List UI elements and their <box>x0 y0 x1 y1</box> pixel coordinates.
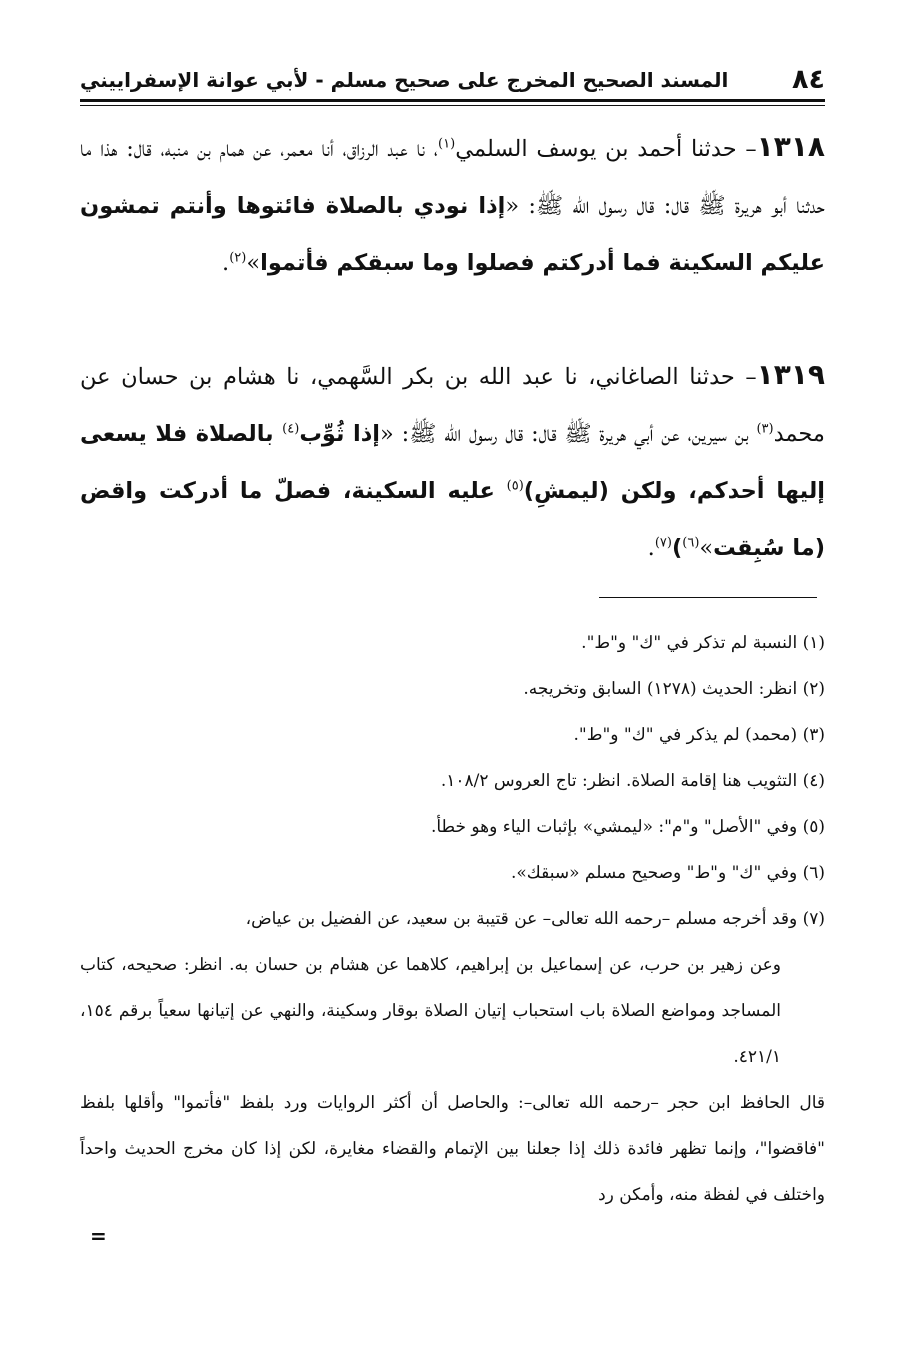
footnote-ref: (٥) <box>506 478 524 494</box>
footnote-ref: (٢) <box>229 250 247 266</box>
hadith-paragraph <box>80 346 825 577</box>
hadith-matn: إذا نودي بالصلاة فائتوها وأنتم تمشون عليكم السكينة فما أدركتم فصلوا وما سبقكم فأتموا <box>80 193 825 276</box>
footnote-separator <box>599 597 817 598</box>
continuation-mark: = <box>90 1224 107 1248</box>
hadith-matn: بالصلاة فلا يسعى إليها أحدكم، ولكن (ليمشِ) <box>80 421 825 504</box>
footnote-2: (٢) انظر: الحديث (١٢٧٨) السابق وتخريجه. <box>523 679 825 699</box>
footnote-ref: (٤) <box>282 421 300 437</box>
running-title: المسند الصحيح المخرج على صحيح مسلم - لأبي عوانة الإسفراييني <box>80 68 729 92</box>
footnote-6: (٦) وفي "ك" و"ط" وصحيح مسلم «سبقك». <box>510 863 825 883</box>
footnote-ref: (١) <box>438 136 456 152</box>
period: . <box>222 250 230 276</box>
header-rule-thin <box>80 105 825 106</box>
hadith-paragraph <box>80 118 825 292</box>
footnotes <box>80 620 825 1218</box>
page-header <box>80 62 825 100</box>
hadith-number: ١٣١٨ <box>756 130 825 163</box>
footnote-7-para: قال الحافظ ابن حجر –رحمه الله تعالى–: والحاصل أن أكثر الروايات ورد بلفظ "فأتموا" وأقلها بلفظ "فاقضوا"، وإنما تظهر فائدة ذلك إذا جعلنا بين الإتمام والقضاء مغايرة، لكن إذا كان مخرج الحديث واحداً واختلف في لفظة منه، وأمكن رد <box>80 1093 825 1205</box>
hadith-matn: إذا ثُوِّب <box>299 421 381 447</box>
hadith-isnad-cont: بن سيرين، عن أبي هريرة ﷺ قال: قال رسول الله ﷺ: « <box>380 421 757 447</box>
footnote-5: (٥) وفي "الأصل" و"م": «ليمشي» بإثبات الياء وهو خطأ. <box>430 817 825 837</box>
page-number: ٨٤ <box>792 64 825 95</box>
hadith-1318 <box>80 118 825 292</box>
footnote-7-cont: وعن زهير بن حرب، عن إسماعيل بن إبراهيم، كلاهما عن هشام بن حسان به. انظر: صحيحه، كتاب المساجد ومواضع الصلاة باب استحباب إتيان الصلاة بوقار وسكينة، والنهي عن إتيانها سعياً برقم ١٥٤، ٤٢١/١. <box>80 955 781 1067</box>
footnote-4: (٤) التثويب هنا إقامة الصلاة. انظر: تاج العروس ١٠٨/٢. <box>440 771 825 791</box>
hadith-isnad: – حدثنا الصاغاني، نا عبد الله بن بكر السَّهمي، نا هشام بن حسان عن محمد <box>80 364 825 447</box>
hadith-matn: عليه السكينة، فصلّ ما أدركت واقض (ما سُبِقت <box>80 478 825 561</box>
period: . <box>647 535 655 561</box>
hadith-isnad-cont: ، نا عبد الرزاق، أنا معمر، عن همام بن منبه، قال: هذا ما حدثنا أبو هريرة ﷺ قال: قال رسول الله ﷺ: « <box>80 136 825 219</box>
footnote-ref: (٧) <box>654 535 672 551</box>
hadith-1319 <box>80 346 825 577</box>
hadith-number: ١٣١٩ <box>756 358 825 391</box>
footnote-1: (١) النسبة لم تذكر في "ك" و"ط". <box>581 633 825 653</box>
quote-close: » <box>246 250 261 276</box>
footnote-ref: (٣) <box>756 421 774 437</box>
footnote-7 <box>80 896 825 1218</box>
paren-close: ) <box>671 535 683 561</box>
footnote-ref: (٦) <box>682 535 700 551</box>
hadith-isnad: – حدثنا أحمد بن يوسف السلمي <box>455 136 757 162</box>
quote-close: » <box>699 535 714 561</box>
footnote-3: (٣) (محمد) لم يذكر في "ك" و"ط". <box>573 725 825 745</box>
header-rule-thick <box>80 99 825 102</box>
footnote-7-lead: (٧) وقد أخرجه مسلم –رحمه الله تعالى– عن قتيبة بن سعيد، عن الفضيل بن عياض، <box>245 909 825 929</box>
